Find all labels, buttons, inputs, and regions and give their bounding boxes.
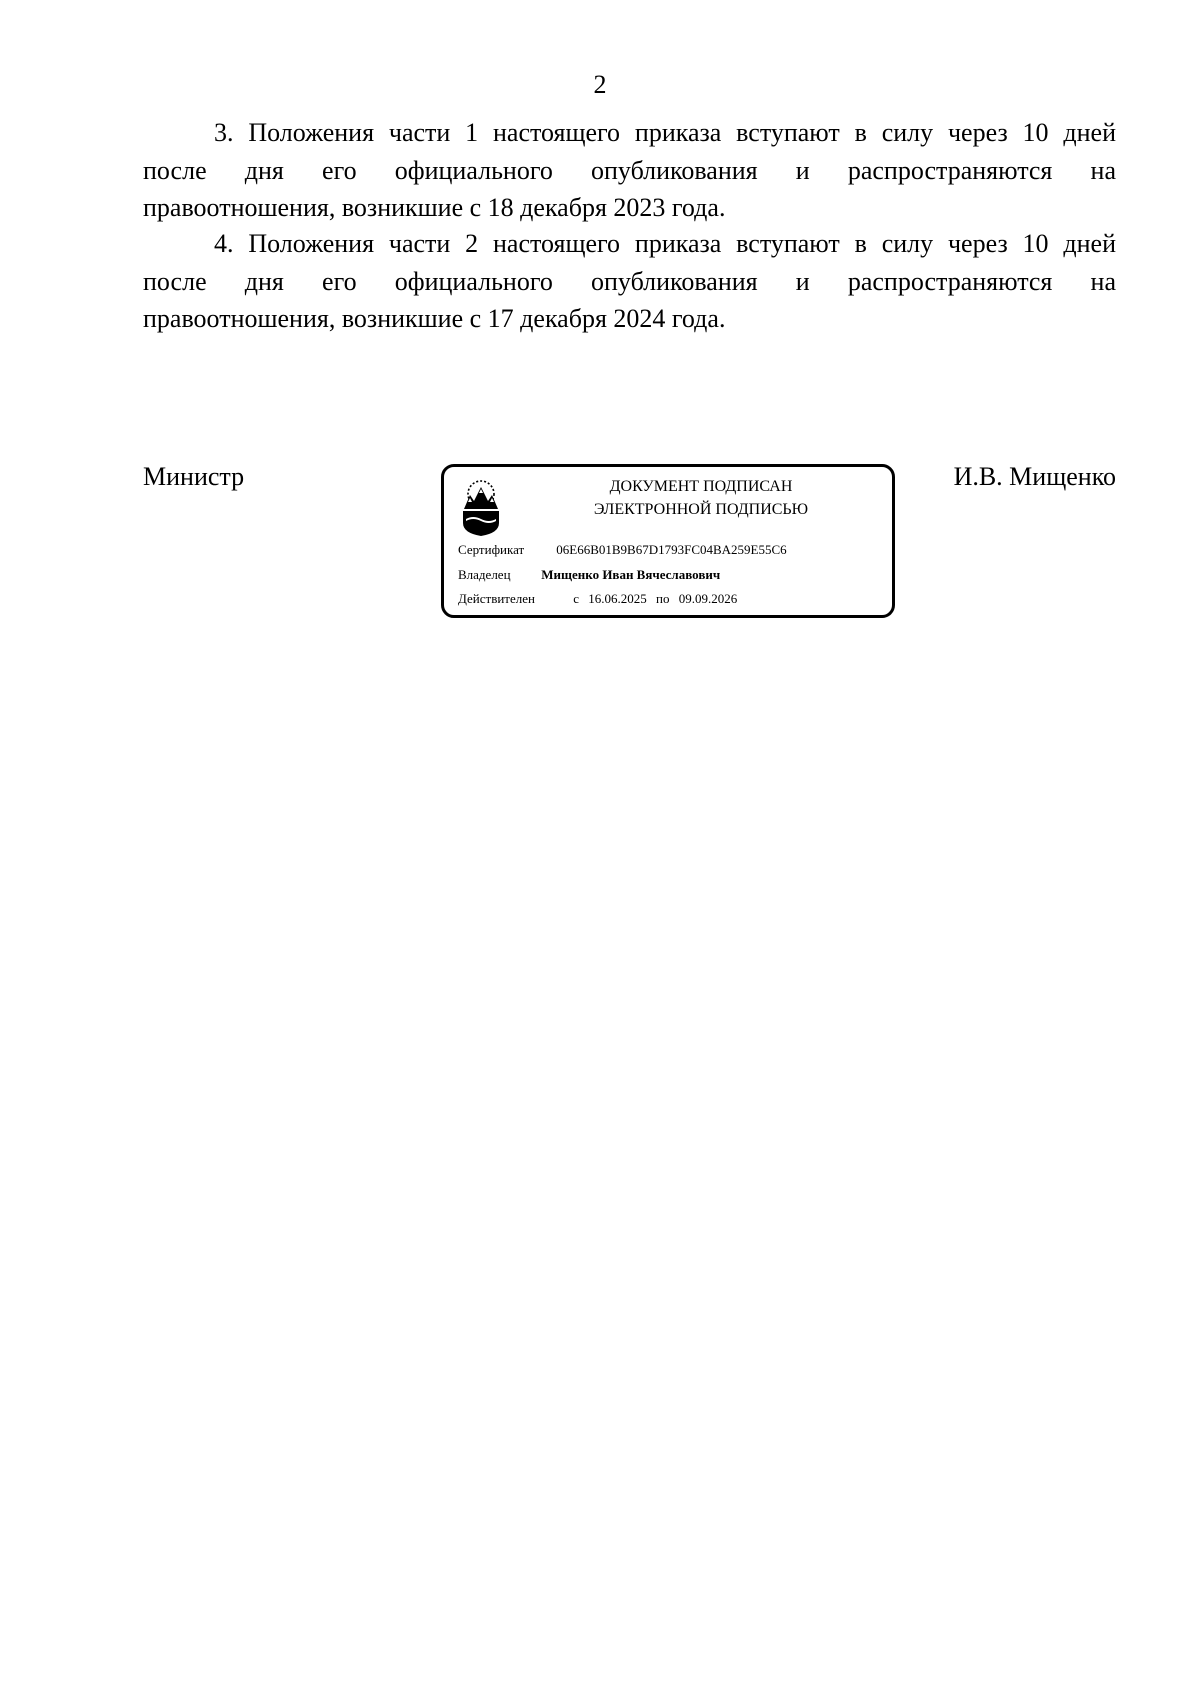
paragraph-line: 3. Положения части 1 настоящего приказа вступают в силу через 10 дней — [214, 118, 1116, 147]
validity-row — [458, 591, 737, 607]
stamp-title-line-1: ДОКУМЕНТ ПОДПИСАН — [609, 478, 793, 495]
owner-value: Мищенко Иван Вячеславович — [541, 567, 721, 582]
validity-from-prefix: с — [573, 591, 580, 606]
signatory-name: И.В. Мищенко — [953, 462, 1116, 491]
page-number: 2 — [593, 70, 607, 99]
validity-label: Действителен — [458, 591, 535, 606]
coat-of-arms-icon — [460, 477, 502, 537]
paragraph-3 — [143, 114, 1116, 227]
paragraph-4 — [143, 225, 1116, 338]
owner-label: Владелец — [458, 567, 511, 582]
validity-from-date: 16.06.2025 — [588, 591, 647, 606]
validity-to-date: 09.09.2026 — [678, 591, 738, 606]
certificate-row — [458, 542, 787, 558]
owner-row — [458, 567, 720, 583]
paragraph-line: правоотношения, возникшие с 17 декабря 2024 года. — [143, 304, 726, 333]
certificate-label: Сертификат — [458, 542, 525, 557]
paragraph-line: после дня его официального опубликования и распространяются на — [143, 155, 1116, 185]
paragraph-line: 4. Положения части 2 настоящего приказа вступают в силу через 10 дней — [214, 229, 1116, 258]
paragraph-line: после дня его официального опубликования и распространяются на — [143, 266, 1116, 296]
signatory-position: Министр — [143, 462, 245, 491]
validity-to-prefix: по — [656, 591, 670, 606]
certificate-value: 06E66B01B9B67D1793FC04BA259E55C6 — [556, 542, 787, 557]
stamp-title-line-2: ЭЛЕКТРОННОЙ ПОДПИСЬЮ — [593, 501, 809, 518]
paragraph-line: правоотношения, возникшие с 18 декабря 2023 года. — [143, 193, 726, 222]
electronic-signature-stamp — [441, 464, 895, 618]
